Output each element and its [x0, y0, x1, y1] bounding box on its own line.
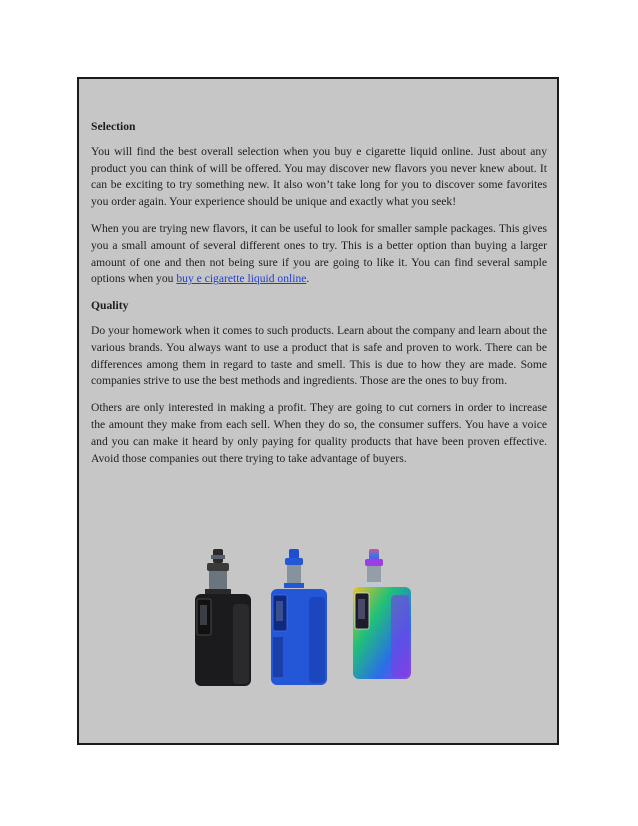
black-kit [195, 549, 251, 686]
buy-e-liquid-link[interactable]: buy e cigarette liquid online [176, 272, 307, 286]
link-suffix: . [306, 272, 310, 286]
vape-kits-image [191, 549, 471, 694]
content-panel [77, 77, 559, 745]
blue-kit [271, 549, 327, 685]
section-heading-selection: Selection [91, 120, 136, 133]
paragraph-text: When you are trying new flavors, it can be useful to look for smaller sample packages. This gives you a small amount of several different ones to try. This is a better option than buying a larger amount of one and then not being sure if you are going to like it. You can find several sample options when you [91, 221, 547, 286]
paragraph: Do your homework when it comes to such products. Learn about the company and learn about the various brands. You always want to use a product that is safe and proven to work. There can be differences among them in regard to taste and smell. This is due to how they are made. Some companies strive to use the best methods and ingredients. Those are the ones to buy from. [91, 323, 547, 388]
article-body [91, 119, 547, 477]
section-heading-quality: Quality [91, 299, 129, 313]
paragraph-with-link [91, 221, 547, 288]
rainbow-kit [353, 549, 411, 679]
paragraph: You will find the best overall selection when you buy e cigarette liquid online. Just about any product you can think of will be offered. You may discover new flavors you never knew about. It can be exciting to try something new. It also won’t take long for you to discover some favorites you order again. Your experience should be unique and exactly what you seek! [91, 144, 547, 209]
paragraph: Others are only interested in making a profit. They are going to cut corners in order to increase the amount they make from each sell. When they do so, the consumer suffers. You have a voice and you can make it heard by only paying for quality products that have been proven effective. Avoid those companies out there trying to take advantage of buyers. [91, 401, 547, 465]
